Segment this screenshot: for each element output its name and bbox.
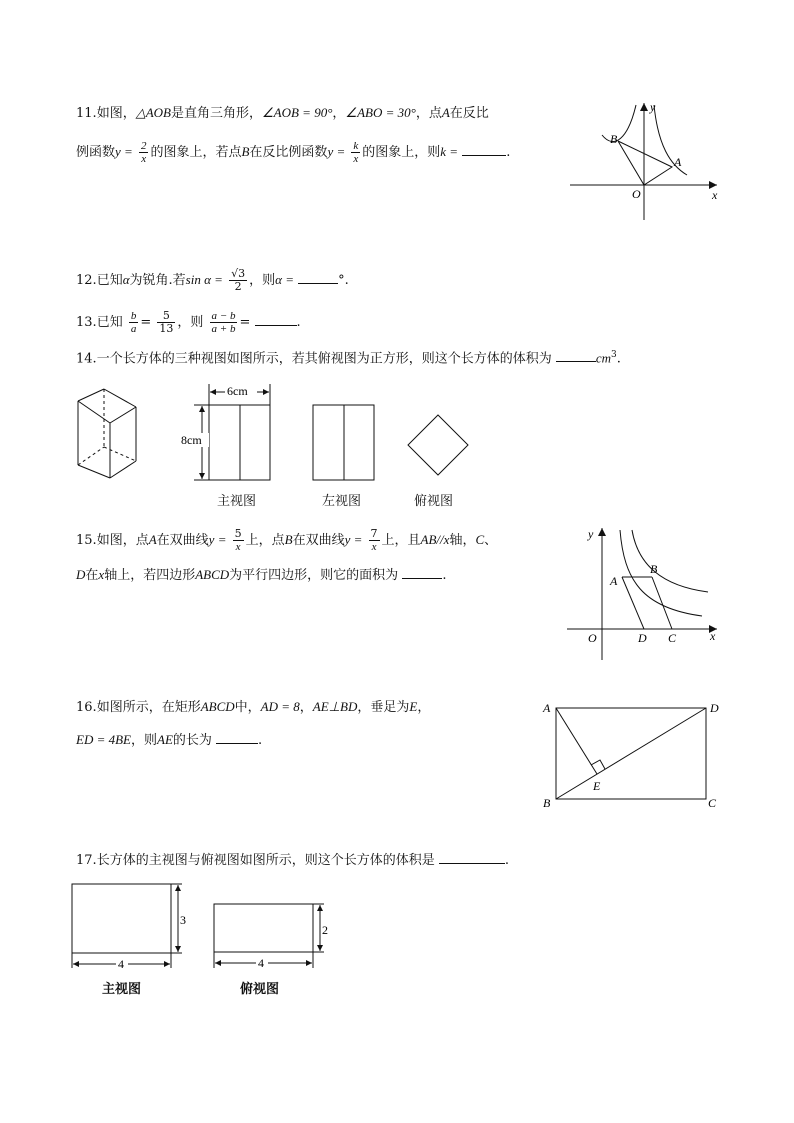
answer-blank[interactable] — [462, 143, 506, 156]
top-width-label: 4 — [258, 956, 264, 970]
answer-blank[interactable] — [439, 851, 505, 864]
fig15-label-x: x — [710, 629, 716, 643]
fig15-label-D: D — [638, 631, 647, 645]
q17-caption-top: 俯视图 — [240, 982, 280, 997]
q11-line2: 例函数y = $\frac{2}{x}$ 的图象上，若点B在反比例函数y = $\frac{k}{x}$ 的图象上，则k = . — [76, 140, 511, 165]
q17-line: 17.长方体的主视图与俯视图如图所示，则这个长方体的体积是 . — [76, 853, 509, 868]
fig16-label-E: E — [593, 779, 601, 793]
answer-blank[interactable] — [402, 566, 442, 579]
fig15-label-B: B — [650, 562, 658, 576]
fig16-label-A: A — [543, 701, 551, 715]
q16-line1: 16.如图所示，在矩形ABCD中，AD = 8，AE⊥BD，垂足为E， — [76, 699, 431, 715]
caption-front-view: 主视图 — [217, 494, 257, 509]
fig11-label-O: O — [632, 187, 641, 201]
answer-blank[interactable] — [216, 731, 258, 744]
fig11-label-y: y — [650, 100, 656, 114]
fig17-front-view — [66, 878, 196, 973]
width-label: 6cm — [227, 384, 248, 398]
fig11-label-x: x — [712, 188, 718, 202]
answer-blank[interactable] — [556, 349, 596, 362]
answer-blank[interactable] — [298, 271, 338, 284]
fig16-label-C: C — [708, 796, 717, 810]
fig16-label-B: B — [543, 796, 551, 810]
fig15-label-y: y — [588, 527, 594, 541]
front-height-label: 3 — [180, 913, 186, 927]
fig14-top-view — [405, 412, 475, 482]
fig15-graph — [562, 520, 732, 665]
q15-line1: 15.如图，点A在双曲线y = $\frac{5}{x}$ 上，点B在双曲线y = $\frac{7}{x}$ 上，且AB//x轴，C、 — [76, 527, 498, 553]
fig16-rectangle — [538, 698, 728, 813]
fig14-cuboid — [70, 385, 150, 485]
fig14-front-view — [180, 380, 280, 485]
q11-line1: 11.如图，△AOB是直角三角形，∠AOB = 90°，∠ABO = 30°，点A在反比 — [76, 105, 489, 121]
q13-line: 13.已知 $\frac{b}{a}$ = $\frac{5}{13}$ ，则 $\frac{a - b}{a + b}$ = . — [76, 309, 301, 335]
fig11-graph — [562, 95, 732, 225]
top-height-label: 2 — [322, 923, 328, 937]
fig11-label-B: B — [610, 132, 618, 146]
front-width-label: 4 — [118, 957, 124, 971]
fig15-label-O: O — [588, 631, 597, 645]
q12-line: 12.已知α为锐角.若sin α = $\frac{√3}{2}$ ，则α = °. — [76, 267, 349, 293]
fig15-label-C: C — [668, 631, 677, 645]
fig11-label-A: A — [674, 155, 682, 169]
q15-line2: D在x轴上，若四边形ABCD为平行四边形，则它的面积为 . — [76, 567, 447, 583]
height-label: 8cm — [181, 433, 202, 447]
fig15-label-A: A — [610, 574, 618, 588]
caption-left-view: 左视图 — [322, 494, 362, 509]
q16-line2: ED = 4BE，则AE的长为 . — [76, 732, 263, 748]
answer-blank[interactable] — [255, 313, 297, 326]
caption-top-view: 俯视图 — [414, 494, 454, 509]
fig17-top-view — [208, 898, 338, 973]
q17-caption-front: 主视图 — [102, 982, 142, 997]
fig14-left-view — [310, 402, 380, 484]
fig16-label-D: D — [710, 701, 719, 715]
q14-line: 14.一个长方体的三种视图如图所示，若其俯视图为正方形，则这个长方体的体积为 $cm^3$. — [76, 350, 621, 367]
